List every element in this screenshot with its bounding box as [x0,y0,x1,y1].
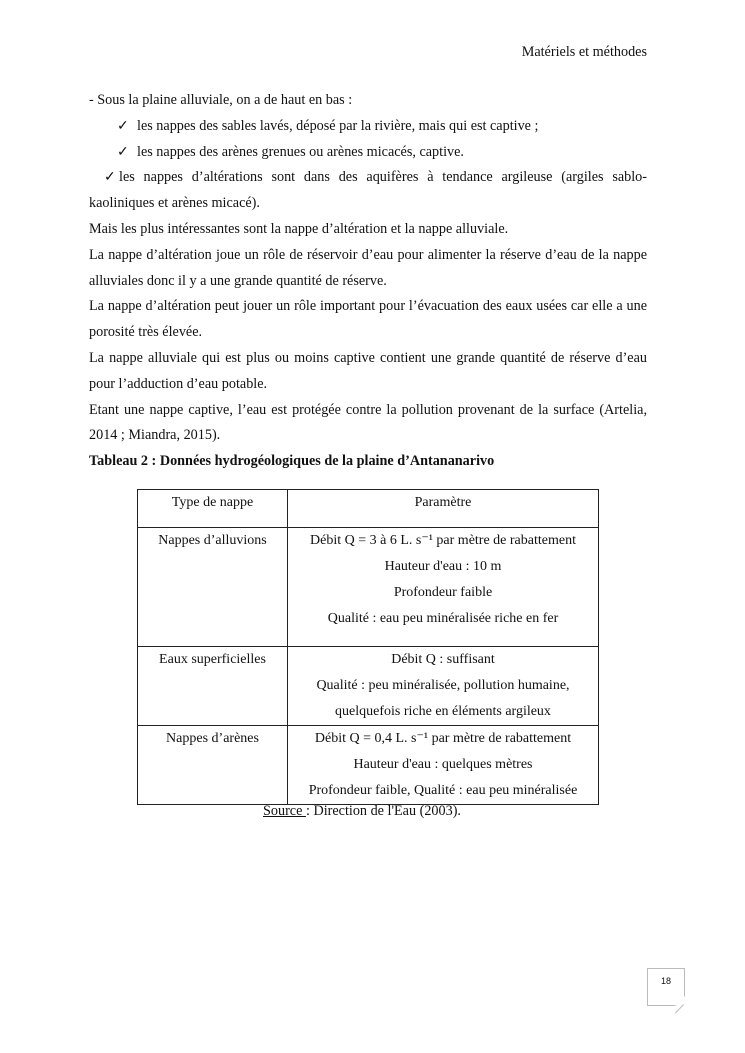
paragraph: La nappe d’altération joue un rôle de réservoir d’eau pour alimenter la réserve d’eau de la nappe alluviales donc il y a une grande quantité de réserve. [89,246,647,289]
checklist-item: ✓ les nappes d’altérations sont dans des aquifères à tendance argileuse (argiles sablo-kaoliniques et arènes micacé). [89,165,647,217]
parameter-line: Qualité : eau peu minéralisée riche en fer [327,611,559,626]
page-number-box [647,968,685,1006]
intro-line: - Sous la plaine alluviale, on a de haut en bas : [89,92,353,108]
parameter-line: Débit Q = 3 à 6 L. s⁻¹ par mètre de rabattement [310,533,576,548]
paragraph: Mais les plus intéressantes sont la nappe d’altération et la nappe alluviale. [89,220,509,237]
parameter-line: Hauteur d'eau : quelques mètres [353,757,533,772]
table-source [263,803,461,820]
paragraph: Etant une nappe captive, l’eau est protégée contre la pollution provenant de la surface (Artelia, 2014 ; Miandra, 2015). [89,401,647,444]
checkmark-icon: ✓ [117,143,129,160]
parameter-line: quelquefois riche en éléments argileux [335,704,551,719]
source-text: : Direction de l'Eau (2003). [305,803,461,819]
checkmark-icon: ✓ [104,169,116,186]
column-header-type: Type de nappe [138,490,288,528]
running-header: Matériels et méthodes [521,44,647,60]
column-header-parameter: Paramètre [288,490,599,528]
parameter-line: Profondeur faible, Qualité : eau peu minéralisée [308,783,578,798]
paragraph: La nappe alluviale qui est plus ou moins captive contient une grande quantité de réserve d’eau pour l’adduction d’eau potable. [89,349,647,392]
nappe-type-cell: Nappes d’arènes [138,726,288,805]
page-number: 18 [660,976,671,986]
table-caption: Tableau 2 : Données hydrogéologiques de la plaine d’Antananarivo [89,453,495,470]
source-label: Source [263,803,306,819]
parameter-line: Profondeur faible [393,585,493,600]
table-header-row [138,490,599,528]
table-row [138,647,599,726]
parameter-cell [288,528,599,647]
parameter-cell [288,647,599,726]
checklist-item: ✓ les nappes des sables lavés, déposé par la rivière, mais qui est captive ; [89,114,647,140]
checkmark-icon: ✓ [117,117,129,134]
table-row [138,726,599,805]
paragraph: La nappe d’altération peut jouer un rôle important pour l’évacuation des eaux usées car elle a une porosité très élevée. [89,298,647,341]
body-text [89,88,647,475]
nappe-type-cell: Eaux superficielles [138,647,288,726]
parameter-line: Qualité : peu minéralisée, pollution humaine, [316,678,570,693]
checklist-item: ✓ les nappes des arènes grenues ou arènes micacés, captive. [89,140,647,166]
parameter-line: Débit Q = 0,4 L. s⁻¹ par mètre de rabattement [314,731,572,746]
parameter-line: Hauteur d'eau : 10 m [384,559,502,574]
parameter-line: Débit Q : suffisant [391,652,495,667]
parameter-cell [288,726,599,805]
hydrogeology-table [137,489,599,805]
nappe-type-cell: Nappes d’alluvions [138,528,288,647]
table-row [138,528,599,647]
